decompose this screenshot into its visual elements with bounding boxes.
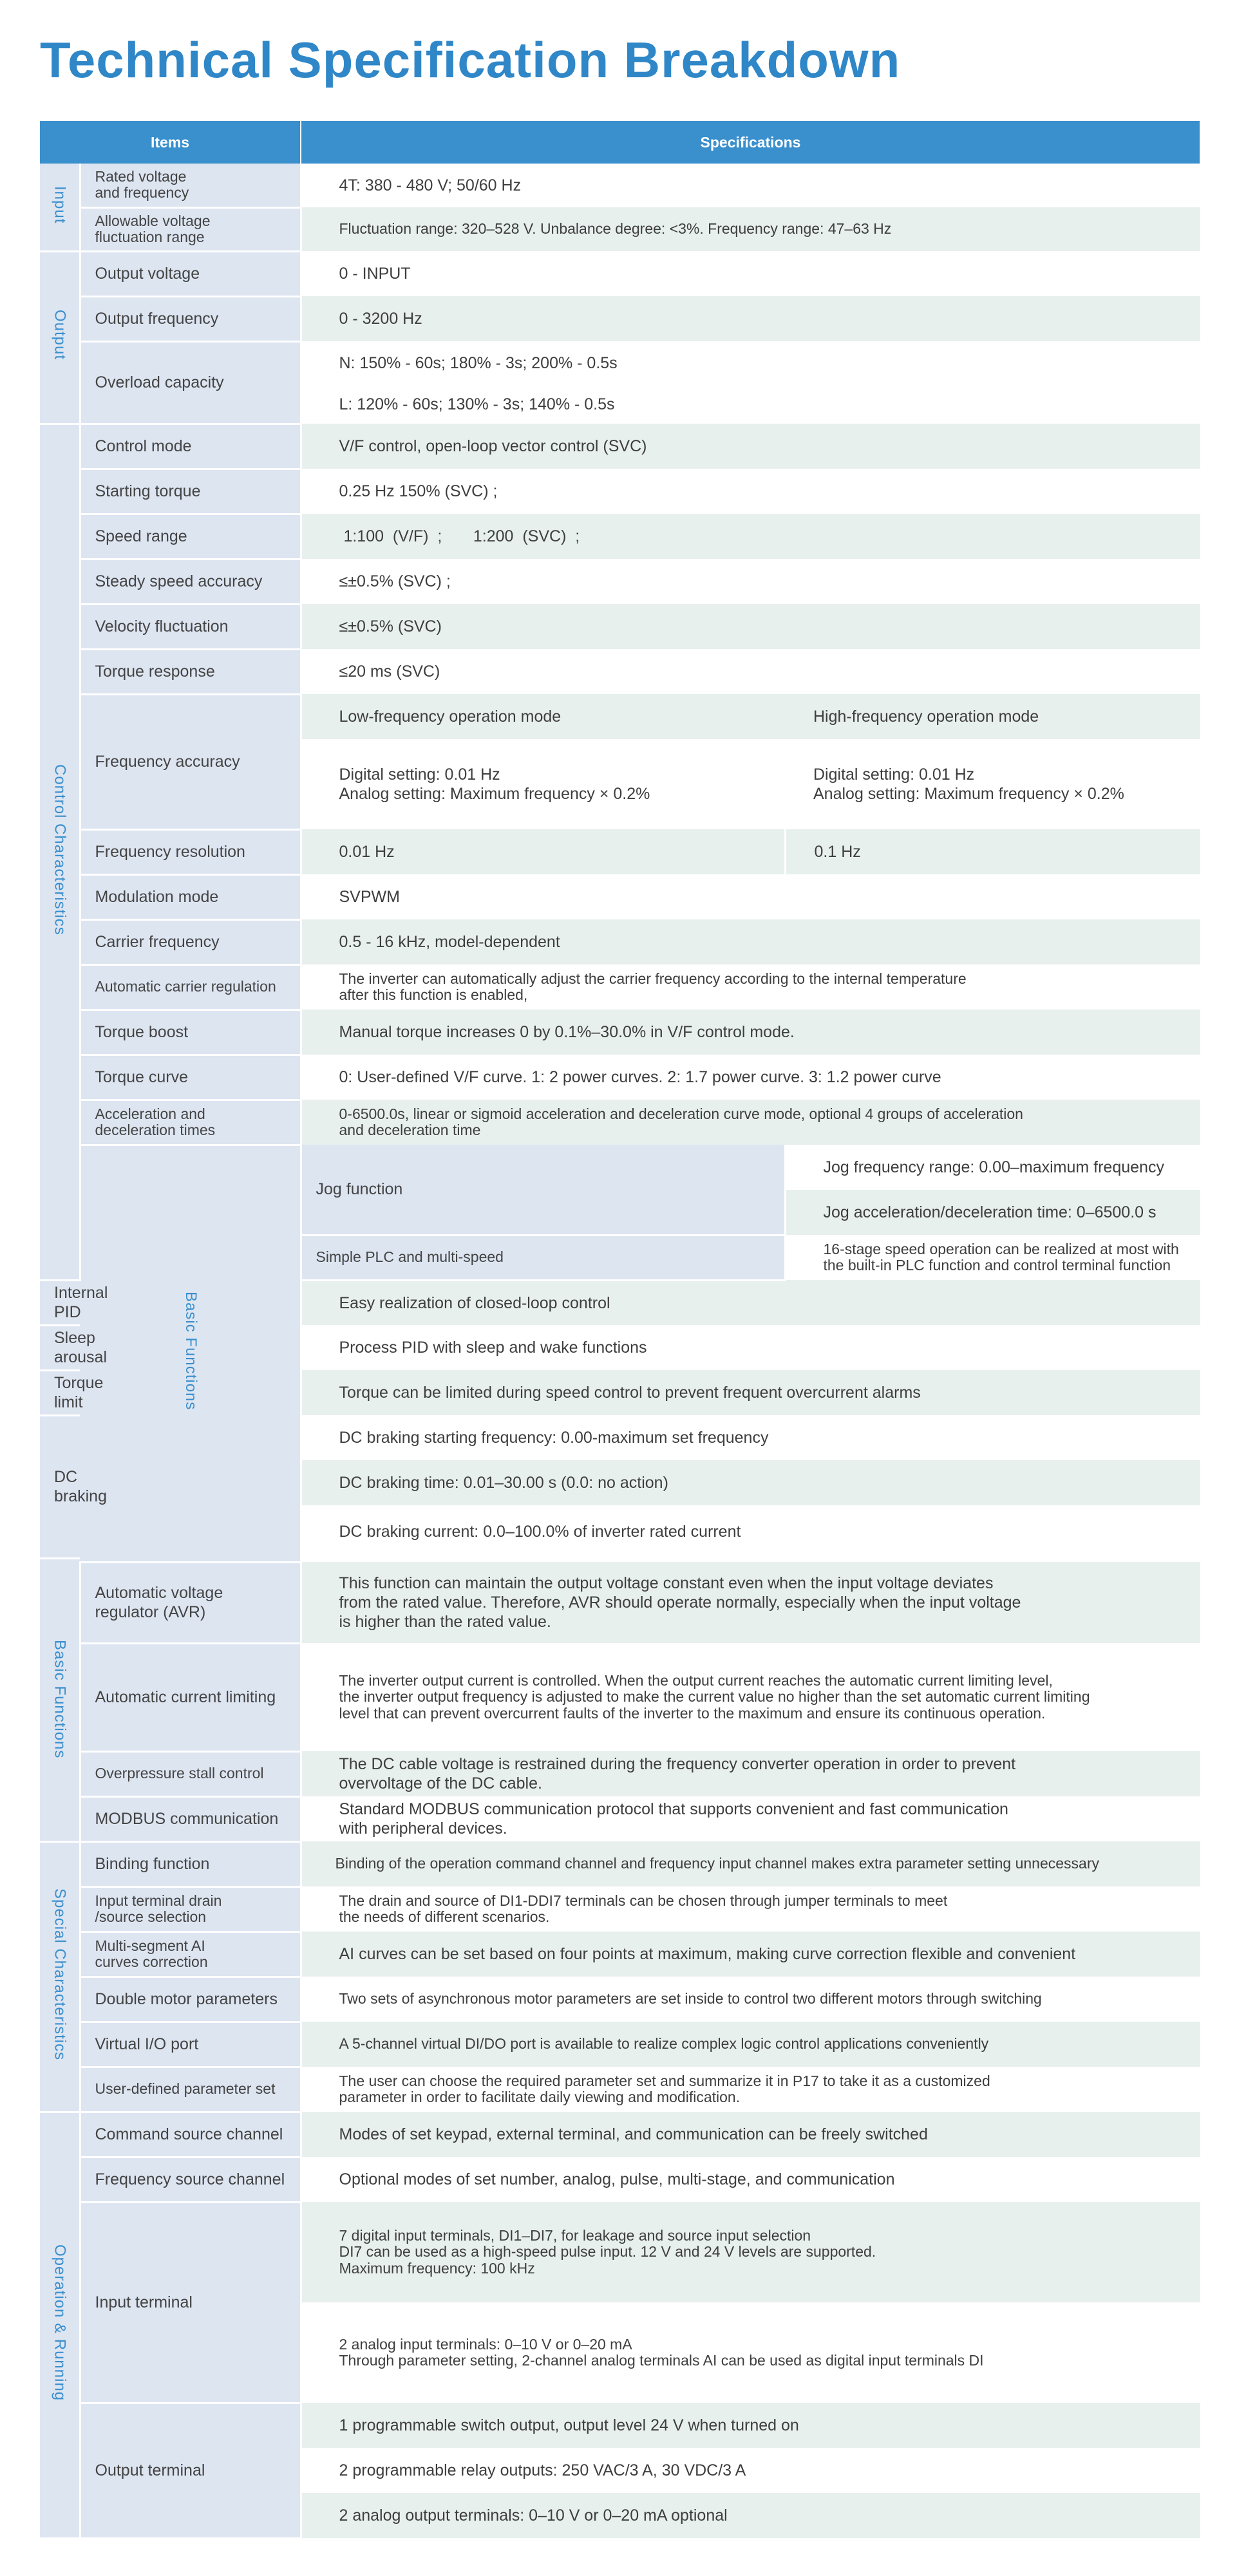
item-simple-plc: Simple PLC and multi-speed xyxy=(301,1235,785,1280)
spec-dc-braking-current: DC braking current: 0.0–100.0% of inverter rated current xyxy=(301,1505,1200,1558)
item-overload-capacity: Overload capacity xyxy=(80,341,301,424)
item-drain-source: Input terminal drain /source selection xyxy=(80,1886,301,1932)
page-title: Technical Specification Breakdown xyxy=(40,32,901,88)
item-control-mode: Control mode xyxy=(80,424,301,469)
table-row xyxy=(40,207,1200,251)
table-row xyxy=(40,1145,1200,1190)
spec-dc-braking-frequency: DC braking starting frequency: 0.00-maximum set frequency xyxy=(301,1415,1200,1460)
item-input-terminal: Input terminal xyxy=(80,2202,301,2403)
item-dc-braking: DC braking xyxy=(40,1415,80,1558)
spec-overpressure-stall: The DC cable voltage is restrained during the frequency converter operation in order to prevent overvoltage of the DC cable. xyxy=(301,1751,1200,1796)
spec-avr: This function can maintain the output voltage constant even when the input voltage deviates from the rated value. Therefore, AVR should operate normally, especially when the input voltage is higher than the rated value. xyxy=(301,1562,1200,1643)
spec-torque-response: ≤20 ms (SVC) xyxy=(301,649,1200,694)
table-row xyxy=(40,1100,1200,1145)
group-label-operation: Operation & Running xyxy=(40,2112,80,2538)
item-modulation-mode: Modulation mode xyxy=(80,874,301,919)
spec-torque-boost: Manual torque increases 0 by 0.1%–30.0% in V/F control mode. xyxy=(301,1010,1200,1055)
spec-starting-torque: 0.25 Hz 150% (SVC) ; xyxy=(301,469,1200,514)
item-output-terminal: Output terminal xyxy=(80,2403,301,2538)
group-label-special: Special Characteristics xyxy=(40,1841,80,2112)
item-allowable-voltage: Allowable voltage fluctuation range xyxy=(80,207,301,251)
table-row xyxy=(40,296,1200,341)
table-row xyxy=(40,2403,1200,2448)
table-row xyxy=(40,164,1200,207)
item-frequency-accuracy: Frequency accuracy xyxy=(80,694,301,829)
spec-output-voltage: 0 - INPUT xyxy=(301,251,1200,296)
table-header-row xyxy=(40,121,1200,164)
group-label-input: Input xyxy=(40,164,80,251)
item-internal-pid: Internal PID xyxy=(40,1280,80,1325)
table-row xyxy=(40,341,1200,385)
spec-frequency-source: Optional modes of set number, analog, pulse, multi-stage, and communication xyxy=(301,2157,1200,2202)
table-row xyxy=(40,649,1200,694)
spec-command-source: Modes of set keypad, external terminal, and communication can be freely switched xyxy=(301,2112,1200,2157)
spec-drain-source: The drain and source of DI1-DDI7 terminals can be chosen through jumper terminals to meet the needs of different scenarios. xyxy=(301,1886,1200,1932)
table-row xyxy=(40,559,1200,604)
table-row xyxy=(40,964,1200,1010)
item-frequency-resolution: Frequency resolution xyxy=(80,829,301,874)
item-avr: Automatic voltage regulator (AVR) xyxy=(80,1562,301,1643)
item-steady-speed: Steady speed accuracy xyxy=(80,559,301,604)
spec-output-frequency: 0 - 3200 Hz xyxy=(301,296,1200,341)
spec-torque-limit: Torque can be limited during speed control to prevent frequent overcurrent alarms xyxy=(301,1370,1200,1415)
group-label-output: Output xyxy=(40,251,80,424)
table-row xyxy=(40,2022,1200,2067)
item-output-voltage: Output voltage xyxy=(80,251,301,296)
spec-auto-current-limiting: The inverter output current is controlled. When the output current reaches the automatic current limiting level, the inverter output frequency is adjusted to make the current value no higher than the set automatic current limiting level that can prevent overcurrent faults of the inverter to the maximum and ensure its continuous operation. xyxy=(301,1643,1200,1751)
spec-allowable-voltage: Fluctuation range: 320–528 V. Unbalance degree: <3%. Frequency range: 47–63 Hz xyxy=(301,207,1200,251)
item-speed-range: Speed range xyxy=(80,514,301,559)
table-row xyxy=(40,251,1200,296)
group-label-control: Control Characteristics xyxy=(40,424,80,1280)
item-velocity-fluctuation: Velocity fluctuation xyxy=(80,604,301,649)
item-double-motor: Double motor parameters xyxy=(80,1977,301,2022)
item-torque-response: Torque response xyxy=(80,649,301,694)
header-items: Items xyxy=(40,121,301,164)
spec-auto-carrier: The inverter can automatically adjust the carrier frequency according to the internal temperature after this function is enabled, xyxy=(301,964,1200,1010)
table-row xyxy=(40,1055,1200,1100)
item-torque-boost: Torque boost xyxy=(80,1010,301,1055)
table-row xyxy=(40,694,1200,739)
item-binding-function: Binding function xyxy=(80,1841,301,1886)
item-modbus: MODBUS communication xyxy=(80,1796,301,1841)
spec-steady-speed: ≤±0.5% (SVC) ; xyxy=(301,559,1200,604)
spec-high-frequency-accuracy: Digital setting: 0.01 Hz Analog setting: Maximum frequency × 0.2% xyxy=(785,739,1200,829)
spec-output-terminal-analog: 2 analog output terminals: 0–10 V or 0–20 mA optional xyxy=(301,2493,1200,2538)
spec-jog-time: Jog acceleration/deceleration time: 0–6500.0 s xyxy=(785,1190,1200,1235)
table-row xyxy=(40,1841,1200,1886)
spec-ai-curves: AI curves can be set based on four points at maximum, making curve correction flexible and convenient xyxy=(301,1932,1200,1977)
spec-jog-frequency: Jog frequency range: 0.00–maximum frequency xyxy=(785,1145,1200,1190)
spec-double-motor: Two sets of asynchronous motor parameters are set inside to control two different motors through switching xyxy=(301,1977,1200,2022)
spec-table xyxy=(40,121,1200,2539)
spec-dc-braking-time: DC braking time: 0.01–30.00 s (0.0: no action) xyxy=(301,1460,1200,1505)
spec-output-terminal-relay: 2 programmable relay outputs: 250 VAC/3 A, 30 VDC/3 A xyxy=(301,2448,1200,2493)
table-row xyxy=(40,1796,1200,1841)
spec-high-frequency-title: High-frequency operation mode xyxy=(785,694,1200,739)
spec-input-terminal-analog: 2 analog input terminals: 0–10 V or 0–20 mA Through parameter setting, 2-channel analog terminals AI can be used as digital input terminals DI xyxy=(301,2302,1200,2403)
table-row xyxy=(40,2157,1200,2202)
item-virtual-io: Virtual I/O port xyxy=(80,2022,301,2067)
item-auto-current-limiting: Automatic current limiting xyxy=(80,1643,301,1751)
item-accel-decel: Acceleration and deceleration times xyxy=(80,1100,301,1145)
spec-low-frequency-title: Low-frequency operation mode xyxy=(301,694,785,739)
table-row xyxy=(40,2067,1200,2112)
table-row xyxy=(40,2202,1200,2302)
table-row xyxy=(40,1010,1200,1055)
item-output-frequency: Output frequency xyxy=(80,296,301,341)
table-row xyxy=(40,424,1200,469)
spec-control-mode: V/F control, open-loop vector control (SVC) xyxy=(301,424,1200,469)
table-row xyxy=(40,1886,1200,1932)
spec-modulation-mode: SVPWM xyxy=(301,874,1200,919)
spec-binding-function: Binding of the operation command channel and frequency input channel makes extra parameter setting unnecessary xyxy=(301,1841,1200,1886)
spec-velocity-fluctuation: ≤±0.5% (SVC) xyxy=(301,604,1200,649)
spec-rated-voltage: 4T: 380 - 480 V; 50/60 Hz xyxy=(301,164,1200,207)
spec-user-param: The user can choose the required parameter set and summarize it in P17 to take it as a customized parameter in order to facilitate daily viewing and modification. xyxy=(301,2067,1200,2112)
table-row xyxy=(40,469,1200,514)
group-label-basic-functions: Basic Functions xyxy=(80,1145,301,1562)
spec-frequency-resolution-high: 0.1 Hz xyxy=(785,829,1200,874)
table-row xyxy=(40,604,1200,649)
table-row xyxy=(40,514,1200,559)
table-row xyxy=(40,829,1200,874)
table-row xyxy=(40,1643,1200,1751)
spec-accel-decel: 0-6500.0s, linear or sigmoid acceleration and deceleration curve mode, optional 4 groups of acceleration and deceleration time xyxy=(301,1100,1200,1145)
table-row xyxy=(40,1751,1200,1796)
table-row xyxy=(40,874,1200,919)
spec-output-terminal-switch: 1 programmable switch output, output level 24 V when turned on xyxy=(301,2403,1200,2448)
spec-speed-range: 1:100 (V/F) ; 1:200 (SVC) ; xyxy=(301,514,1200,559)
table-row xyxy=(40,919,1200,964)
item-torque-curve: Torque curve xyxy=(80,1055,301,1100)
table-row xyxy=(40,1932,1200,1977)
item-carrier-frequency: Carrier frequency xyxy=(80,919,301,964)
item-jog-function: Jog function xyxy=(301,1145,785,1235)
spec-frequency-resolution-low: 0.01 Hz xyxy=(301,829,785,874)
item-auto-carrier: Automatic carrier regulation xyxy=(80,964,301,1010)
spec-sleep-arousal: Process PID with sleep and wake functions xyxy=(301,1325,1200,1370)
item-torque-limit: Torque limit xyxy=(40,1370,80,1415)
item-sleep-arousal: Sleep arousal xyxy=(40,1325,80,1370)
spec-input-terminal-digital: 7 digital input terminals, DI1–DI7, for leakage and source input selection DI7 can be used as a high-speed pulse input. 12 V and 24 V levels are supported. Maximum frequency: 100 kHz xyxy=(301,2202,1200,2302)
item-user-param: User-defined parameter set xyxy=(80,2067,301,2112)
table-row xyxy=(40,2112,1200,2157)
item-overpressure-stall: Overpressure stall control xyxy=(80,1751,301,1796)
spec-low-frequency-accuracy: Digital setting: 0.01 Hz Analog setting: Maximum frequency × 0.2% xyxy=(301,739,785,829)
header-specifications: Specifications xyxy=(301,121,1200,164)
spec-simple-plc: 16-stage speed operation can be realized at most with the built-in PLC function and control terminal function xyxy=(785,1235,1200,1280)
spec-overload-l: L: 120% - 60s; 130% - 3s; 140% - 0.5s xyxy=(301,385,1200,424)
spec-carrier-frequency: 0.5 - 16 kHz, model-dependent xyxy=(301,919,1200,964)
group-label-basic-functions-2: Basic Functions xyxy=(40,1562,80,1841)
item-command-source: Command source channel xyxy=(80,2112,301,2157)
item-frequency-source: Frequency source channel xyxy=(80,2157,301,2202)
table-row xyxy=(40,1562,1200,1643)
table-row xyxy=(40,1977,1200,2022)
item-ai-curves: Multi-segment AI curves correction xyxy=(80,1932,301,1977)
spec-overload-n: N: 150% - 60s; 180% - 3s; 200% - 0.5s xyxy=(301,341,1200,385)
item-starting-torque: Starting torque xyxy=(80,469,301,514)
spec-internal-pid: Easy realization of closed-loop control xyxy=(301,1280,1200,1325)
spec-modbus: Standard MODBUS communication protocol that supports convenient and fast communication with peripheral devices. xyxy=(301,1796,1200,1841)
item-rated-voltage: Rated voltage and frequency xyxy=(80,164,301,207)
spec-virtual-io: A 5-channel virtual DI/DO port is available to realize complex logic control applications conveniently xyxy=(301,2022,1200,2067)
spec-torque-curve: 0: User-defined V/F curve. 1: 2 power curves. 2: 1.7 power curve. 3: 1.2 power curve xyxy=(301,1055,1200,1100)
